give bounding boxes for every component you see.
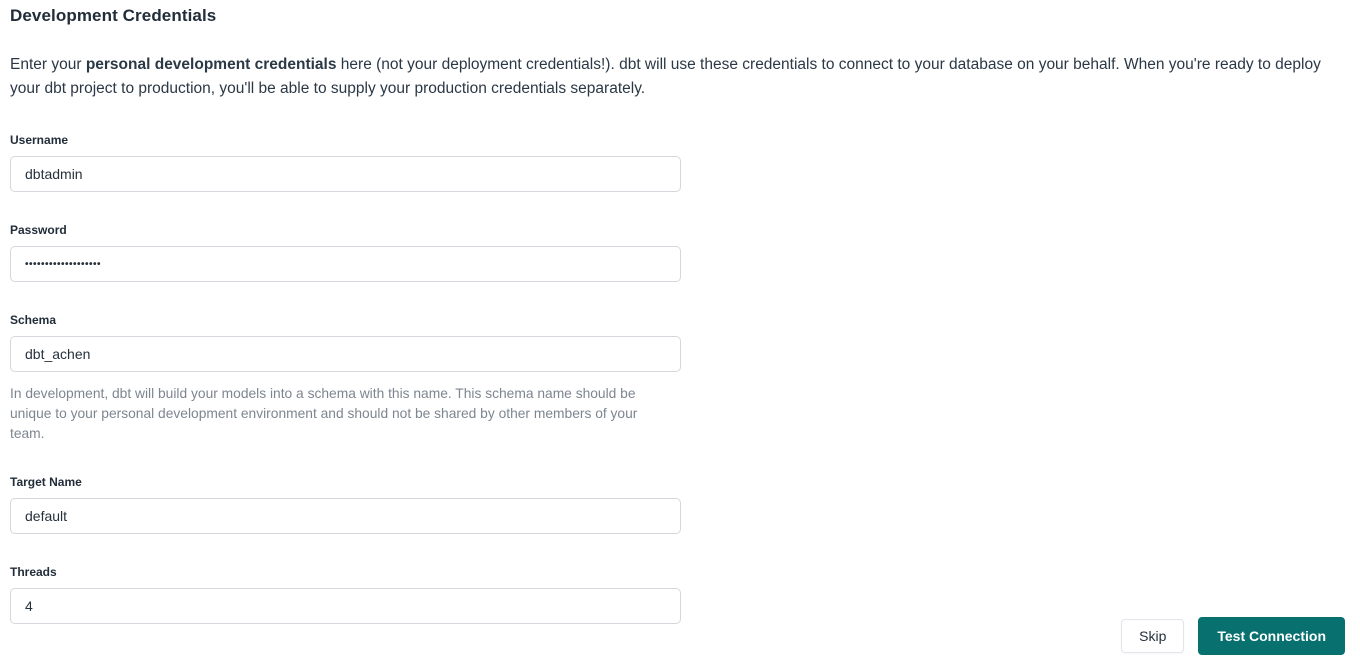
threads-label: Threads	[10, 565, 57, 579]
test-connection-button[interactable]: Test Connection	[1198, 617, 1345, 655]
intro-bold: personal development credentials	[85, 56, 337, 73]
password-input[interactable]	[10, 246, 681, 282]
intro-prefix: Enter your	[10, 56, 86, 73]
target-name-label: Target Name	[10, 475, 82, 489]
field-username	[10, 133, 1345, 192]
schema-help-text: In development, dbt will build your models into a schema with this name. This schema name should be unique to your personal development environment and should not be shared by other members of your team.	[10, 386, 638, 441]
footer-actions	[1121, 617, 1345, 655]
threads-input[interactable]	[10, 588, 681, 624]
username-label: Username	[10, 133, 69, 147]
intro-suffix: here (not your deployment credentials!). dbt will use these credentials to connect to your database on your behalf. When you're ready to deploy your dbt project to production, you'll be able to supply your production credentials separately.	[10, 56, 1321, 97]
schema-input[interactable]	[10, 336, 681, 372]
intro-text	[10, 53, 1345, 101]
field-password	[10, 223, 1345, 282]
target-name-input[interactable]	[10, 498, 681, 534]
field-threads	[10, 565, 1345, 624]
schema-label: Schema	[10, 313, 57, 327]
password-label: Password	[10, 223, 67, 237]
username-input[interactable]	[10, 156, 681, 192]
page-title: Development Credentials	[10, 6, 217, 25]
field-target-name	[10, 475, 1345, 534]
field-schema	[10, 313, 1345, 444]
skip-button[interactable]: Skip	[1121, 619, 1184, 653]
